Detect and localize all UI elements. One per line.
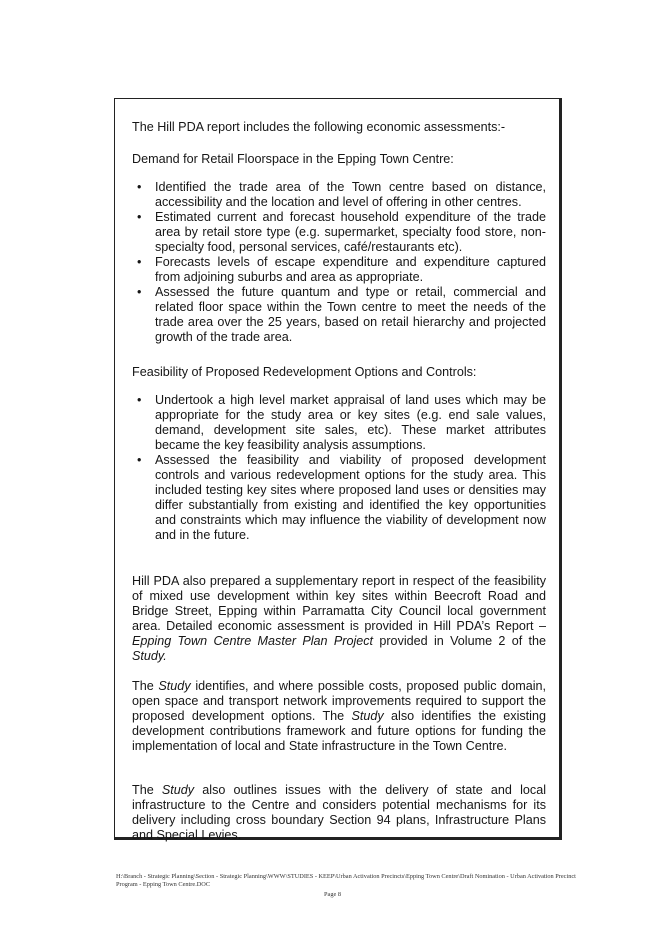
list-item: • Identified the trade area of the Town centre based on distance, accessibility and the location and level of offering in other centres. [132,180,546,210]
intro-text: The Hill PDA report includes the following economic assessments:- [132,120,506,134]
public-domain-paragraph: The Study identifies, and where possible costs, proposed public domain, open space and transport network improvements required to support the proposed development options. The Study also identifies the existing development contributions framework and future options for funding the implementation of local and State infrastructure in the Town Centre. [132,678,546,753]
list-item: • Forecasts levels of escape expenditure and expenditure captured from adjoining suburbs and area as appropriate. [132,255,546,285]
supplementary-report-paragraph: Hill PDA also prepared a supplementary report in respect of the feasibility of mixed use development within key sites within Beecroft Road and Bridge Street, Epping within Parramatta City Council local government area. Detailed economic assessment is provided in Hill PDA’s Report – Epping Town Centre Master Plan Project provided in Volume 2 of the Study. [132,573,547,663]
feasibility-heading: Feasibility of Proposed Redevelopment Options and Controls: [132,365,477,379]
retail-heading: Demand for Retail Floorspace in the Epping Town Centre: [132,152,454,166]
list-item: • Assessed the future quantum and type or retail, commercial and related floor space within the Town centre to meet the needs of the trade area over the 25 years, based on retail hierarchy and projected growth of the trade area. [132,285,546,345]
list-item: • Undertook a high level market appraisal of land uses which may be appropriate for the study area or key sites (e.g. end sale values, demand, development site sales, etc). These market attributes became the key feasibility analysis assumptions. [132,393,546,453]
list-item: • Estimated current and forecast household expenditure of the trade area by retail store type (e.g. supermarket, specialty food store, non-specialty food, personal services, café/restaurants etc). [132,210,546,255]
retail-list [132,180,546,345]
feasibility-list [132,393,546,543]
list-item: • Assessed the feasibility and viability of proposed development controls and various redevelopment options for the study area. This included testing key sites where proposed land uses or densities may differ substantially from existing and identified the key opportunities and constraints which may influence the viability of development now and in the future. [132,453,546,543]
footer-file-path: H:\Branch - Strategic Planning\Section - Strategic Planning\WWW\STUDIES - KEEP\Urban Activation Precincts\Epping Town Centre\Draft Nomination - Urban Activation Precinct Program - Epping Town Centre.DOC [116,873,576,888]
infrastructure-paragraph: The Study also outlines issues with the delivery of state and local infrastructure to the Centre and considers potential mechanisms for its delivery including cross boundary Section 94 plans, Infrastructure Plans and Special Levies. [132,782,546,842]
page-number: Page 8 [324,891,341,898]
